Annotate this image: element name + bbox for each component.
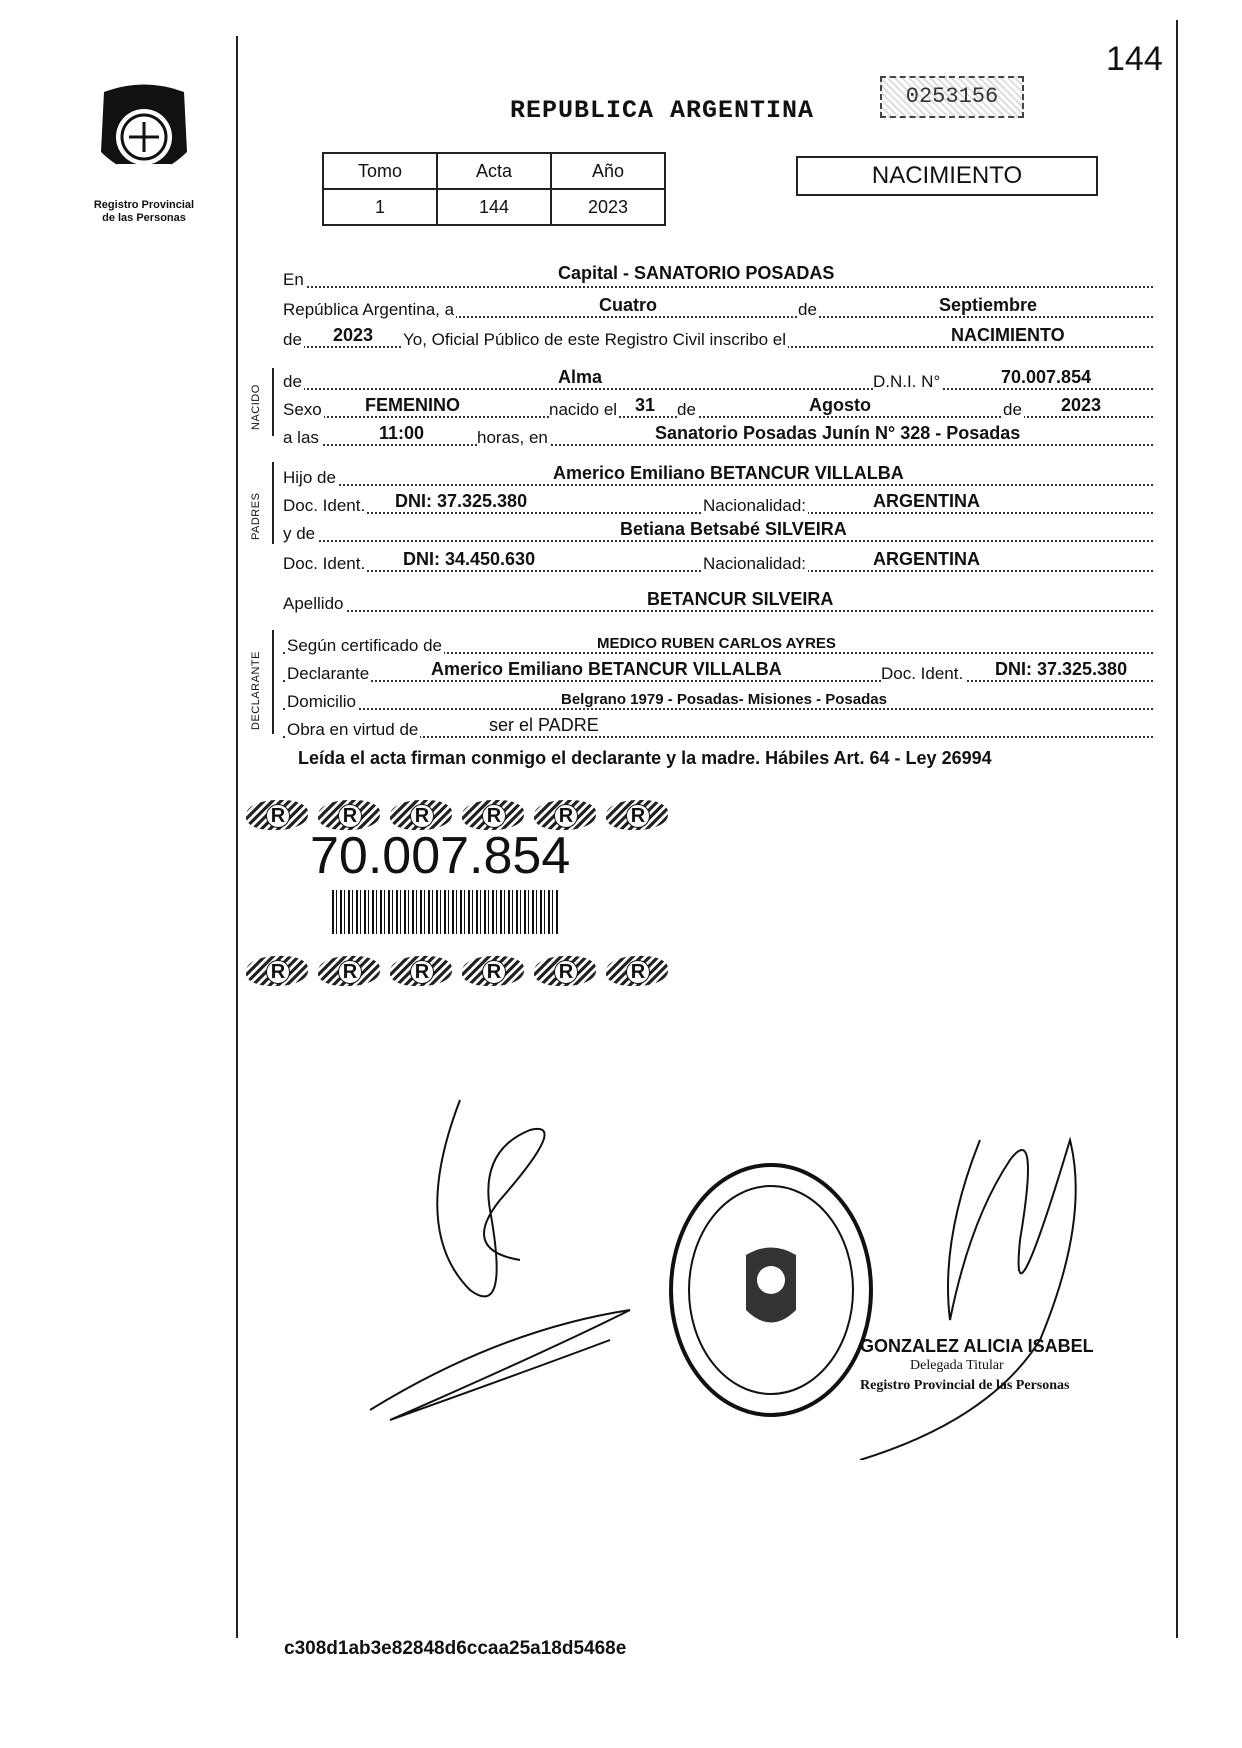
value-lugar: Capital - SANATORIO POSADAS — [558, 263, 835, 283]
dni-stamp-number: 70.007.854 — [310, 827, 571, 885]
barcode — [332, 890, 558, 934]
value-apellido: BETANCUR SILVEIRA — [647, 589, 834, 609]
value-anio-nac: 2023 — [1061, 395, 1102, 415]
value-padre-nac: ARGENTINA — [873, 491, 980, 511]
label-de: de — [798, 300, 817, 319]
table-value-tomo: 1 — [323, 189, 437, 225]
row-madre-doc — [283, 546, 1153, 574]
value-dni: 70.007.854 — [1001, 367, 1092, 387]
table-value-acta: 144 — [437, 189, 551, 225]
value-madre-doc: DNI: 34.450.630 — [403, 549, 536, 569]
logo-caption-line2: de las Personas — [102, 212, 186, 224]
official-name: GONZALEZ ALICIA ISABEL — [860, 1336, 1094, 1356]
row-fecha — [283, 292, 1153, 320]
registry-logo — [84, 82, 204, 225]
official-signature — [840, 1100, 1140, 1460]
country-title: REPUBLICA ARGENTINA — [510, 96, 815, 125]
row-madre — [283, 516, 1153, 544]
closing-text: Leída el acta firman conmigo el declarante y la madre. Hábiles Art. 64 - Ley 26994 — [298, 748, 992, 768]
row-sexo — [283, 392, 1153, 420]
value-anio: 2023 — [333, 325, 374, 345]
right-margin-line — [1176, 20, 1178, 1638]
label-obra: Obra en virtud de — [287, 720, 419, 739]
registry-seal — [666, 1160, 876, 1420]
table-value-anio: 2023 — [551, 189, 665, 225]
value-certificado: MEDICO RUBEN CARLOS AYRES — [597, 635, 836, 652]
row-nombre — [283, 364, 1153, 392]
label-nacido-el: nacido el — [549, 400, 618, 419]
row-declarante — [283, 656, 1153, 684]
label-domicilio: Domicilio — [287, 692, 356, 711]
record-table — [322, 152, 666, 226]
padres-bracket — [272, 462, 274, 544]
logo-caption-line1: Registro Provincial — [93, 199, 195, 211]
row-inscripcion — [283, 322, 1153, 350]
value-sexo: FEMENINO — [365, 395, 461, 415]
label-doc-ident-padre: Doc. Ident. — [283, 496, 366, 515]
label-de-year: de — [283, 330, 302, 349]
province-shield-icon — [89, 82, 199, 192]
value-dia: Cuatro — [599, 295, 657, 315]
label-declarante: Declarante — [287, 664, 370, 683]
label-doc-ident-madre: Doc. Ident. — [283, 554, 366, 573]
page-number: 144 — [1106, 40, 1163, 78]
record-type-box: NACIMIENTO — [796, 156, 1098, 196]
value-nombre: Alma — [558, 367, 603, 387]
side-label-padres: PADRES — [250, 492, 262, 540]
row-hora — [283, 420, 1153, 448]
official-office: Registro Provincial de las Personas — [860, 1378, 1070, 1393]
table-header-anio: Año — [551, 153, 665, 189]
table-header-acta: Acta — [437, 153, 551, 189]
value-obra: ser el PADRE — [489, 715, 599, 735]
row-padre-doc — [283, 488, 1153, 516]
nacido-bracket — [272, 368, 274, 436]
label-de-anio: de — [1003, 400, 1022, 419]
row-lugar — [283, 262, 1153, 290]
label-de-nombre: de — [283, 372, 302, 391]
value-mes-nac: Agosto — [809, 395, 871, 415]
label-sexo: Sexo — [283, 400, 322, 419]
value-tipo: NACIMIENTO — [951, 325, 1065, 345]
value-padre-doc: DNI: 37.325.380 — [395, 491, 528, 511]
value-declarante-doc: DNI: 37.325.380 — [995, 659, 1128, 679]
label-apellido: Apellido — [283, 594, 344, 613]
label-segun: Según certificado de — [287, 636, 442, 655]
row-certificado — [283, 628, 1153, 656]
side-label-nacido: NACIDO — [250, 384, 262, 430]
value-madre-nac: ARGENTINA — [873, 549, 980, 569]
value-dia-nac: 31 — [635, 395, 656, 415]
dni-stamp-bottom-border: R R R R R R — [246, 956, 678, 991]
label-a-las: a las — [283, 428, 319, 447]
label-dni: D.N.I. N° — [873, 372, 941, 391]
label-hijo-de: Hijo de — [283, 468, 336, 487]
official-title: Delegada Titular — [910, 1358, 1004, 1373]
side-label-declarante: DECLARANTE — [250, 651, 262, 730]
serial-stamp: 0253156 — [880, 76, 1024, 118]
row-obra — [283, 712, 1153, 740]
declarant-signature — [350, 1090, 670, 1450]
value-domicilio: Belgrano 1979 - Posadas- Misiones - Posadas — [561, 691, 887, 708]
row-apellido — [283, 586, 1153, 614]
label-y-de: y de — [283, 524, 316, 543]
value-mes: Septiembre — [939, 295, 1038, 315]
dni-stamp-top-border: R R R R R R — [246, 800, 678, 835]
label-yo: Yo, Oficial Público de este Registro Civil inscribo el — [403, 330, 786, 349]
label-nacionalidad-madre: Nacionalidad: — [703, 554, 807, 573]
table-header-tomo: Tomo — [323, 153, 437, 189]
row-domicilio — [283, 684, 1153, 712]
value-padre: Americo Emiliano BETANCUR VILLALBA — [553, 463, 904, 483]
declarante-bracket — [272, 630, 274, 734]
value-madre: Betiana Betsabé SILVEIRA — [620, 519, 847, 539]
label-republica: República Argentina, a — [283, 300, 455, 319]
label-de-mes: de — [677, 400, 696, 419]
label-en: En — [283, 270, 304, 289]
document-hash: c308d1ab3e82848d6ccaa25a18d5468e — [284, 1638, 627, 1659]
row-padre — [283, 460, 1153, 488]
label-nacionalidad-padre: Nacionalidad: — [703, 496, 807, 515]
value-hora: 11:00 — [379, 423, 425, 443]
value-declarante: Americo Emiliano BETANCUR VILLALBA — [431, 659, 782, 679]
label-horas-en: horas, en — [477, 428, 548, 447]
left-margin-line — [236, 36, 238, 1638]
label-doc-ident-declarante: Doc. Ident. — [881, 664, 964, 683]
value-lugar-nac: Sanatorio Posadas Junín N° 328 - Posadas — [655, 423, 1021, 443]
